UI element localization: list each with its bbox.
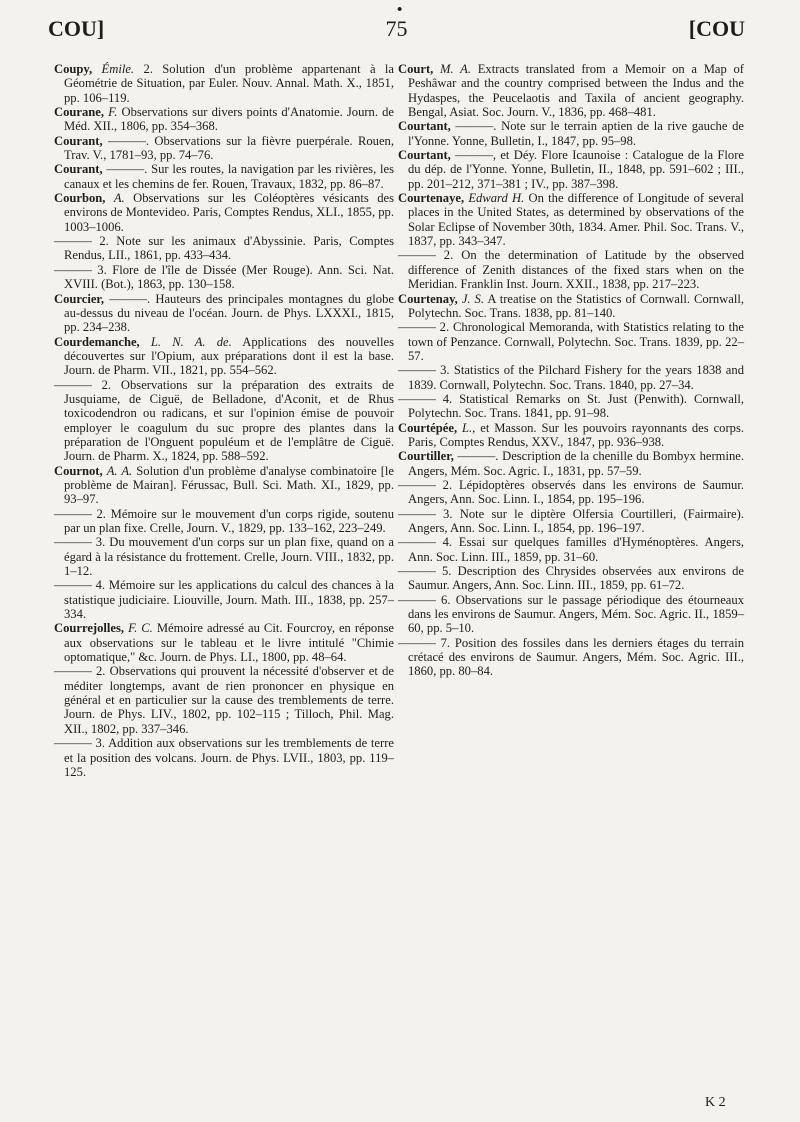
bibliography-entry [398,564,744,593]
bibliography-entry [54,234,394,263]
signature-mark: K 2 [705,1095,726,1110]
bibliography-entry [54,292,394,335]
header-right: [COU [688,16,745,41]
bibliography-entry [398,248,744,291]
entry-text: ——— 4. Essai sur quelques familles d'Hyménoptères. Angers, Ann. Soc. Linn. III., 1859, pp. 31–60. [398,535,744,564]
bibliography-entry [398,392,744,421]
entry-text: ——— 2. Note sur les animaux d'Abyssinie. Paris, Comptes Rendus, LII., 1861, pp. 433–434. [54,234,394,263]
entry-text: ———. Description de la chenille du Bombyx hermine. Angers, Mém. Soc. Agric. I., 1831, pp. 57–59. [408,449,744,478]
entry-text: ——— 2. Observations qui prouvent la nécessité d'observer et de méditer longtemps, avant de rien prononcer en physique en général et en particulier sur la cause des tremblements de terre. Journ. de Phys. LIV., 1802, pp. 102–115 ; Tilloch, Phil. Mag. XII., 1802, pp. 337–346. [54,664,394,736]
running-header [48,16,745,46]
entry-text: ——— 5. Description des Chrysides observées aux environs de Saumur. Angers, Ann. Soc. Linn. III., 1859, pp. 61–72. [398,564,744,593]
entry-text: ——— 2. Lépidoptères observés dans les environs de Saumur. Angers, Ann. Soc. Linn. I., 1854, pp. 195–196. [398,477,744,507]
entry-author: Courbon, [54,191,106,206]
bibliography-entry [398,449,744,478]
entry-author: Courane, [54,105,105,120]
entry-author: Courrejolles, [54,621,125,636]
entry-text: Observations sur les Coléoptères vésicants des environs de Montevideo. Paris, Comptes Rendus, XLI., 1855, pp. 1003–1006. [64,191,395,234]
entry-text: ———. Note sur le terrain aptien de la rive gauche de l'Yonne. Yonne, Bulletin, I., 1847, pp. 95–98. [408,119,744,148]
entry-text: ——— 3. Note sur le diptère Olfersia Courtilleri, (Fairmaire). Angers, Ann. Soc. Linn. I., 1854, pp. 196–197. [398,506,744,535]
entry-text: ——— 3. Flore de l'île de Dissée (Mer Rouge). Ann. Sci. Nat. XVIII. (Bot.), 1863, pp. 130–158. [54,262,394,292]
entry-text: ———, et Déy. Flore Icaunoise : Catalogue de la Flore du dép. de l'Yonne. Yonne, Bulletin, II., 1848, pp. 591–602 ; III., pp. 201–212, 371–381 ; IV., pp. 387–398. [408,148,744,191]
bibliography-entry [398,292,744,321]
entry-given-name: A. A. [106,463,133,478]
bibliography-entry [54,105,394,134]
bibliography-entry [54,621,394,664]
bibliography-entry [398,148,744,191]
entry-author: Courtiller, [398,449,454,464]
bibliography-entry [54,162,394,191]
entry-given-name: L., [462,420,476,435]
entry-text: ——— 4. Statistical Remarks on St. Just (Penwith). Cornwall, Polytechn. Soc. Trans. 1841, pp. 91–98. [398,391,744,421]
entry-author: Courdemanche, [54,334,140,349]
entry-text: ———. Sur les routes, la navigation par les rivières, les canaux et les chemins de fer. Rouen, Travaux, 1832, pp. 86–87. [64,162,394,191]
bibliography-entry [54,378,394,464]
entry-author: Court, [398,62,434,76]
bibliography-entry [54,507,394,536]
entry-author: Courant, [54,162,103,177]
entry-text: ——— 4. Mémoire sur les applications du calcul des chances à la statistique judiciaire. Liouville, Journ. Math. III., 1838, pp. 257–334. [54,578,394,622]
bibliography-entry [398,535,744,564]
entry-text: On the difference of Longitude of several places in the United States, as determined by observations of the Solar Eclipse of November 30th, 1834. Amer. Phil. Soc. Trans. V., 1837, pp. 343–347. [408,191,744,249]
entry-text: Applications des nouvelles découvertes sur l'Opium, aux préparations dont il est la base. Journ. de Pharm. VII., 1821, pp. 554–562. [64,334,394,378]
bibliography-entry [398,119,744,148]
entry-text: ——— 3. Addition aux observations sur les tremblements de terre et la position des volcans. Journ. de Phys. LVII., 1803, pp. 119–125. [54,736,394,779]
entry-text: ——— 3. Statistics of the Pilchard Fishery for the years 1838 and 1839. Cornwall, Polytechn. Soc. Trans. 1840, pp. 27–34. [398,363,744,392]
bibliography-entry [398,593,744,636]
entry-given-name: J. S. [461,291,485,306]
bibliography-entry [398,507,744,536]
bibliography-entry [54,736,394,779]
entry-given-name: F. C. [128,621,153,636]
bibliography-entry [398,62,744,119]
entry-author: Coupy, [54,62,93,76]
entry-author: Courtépée, [398,420,458,435]
bibliography-entry [54,578,394,621]
bibliography-entry [398,363,744,392]
entry-text: ——— 2. Mémoire sur le mouvement d'un corps rigide, soutenu par un plan fixe. Crelle, Journ. V., 1829, pp. 133–162, 223–249. [54,506,394,535]
bibliography-entry [54,62,394,105]
entry-text: et Masson. Sur les pouvoirs rayonnants des corps. Paris, Comptes Rendus, XXV., 1847, pp. 936–938. [408,420,744,449]
bibliography-entry [398,421,744,450]
entry-author: Courtant, [398,148,451,163]
entry-text: ——— 2. On the determination of Latitude by the observed difference of Zenith distances of the fixed stars when on the Meridian. Franklin Inst. Journ. XXII., 1838, pp. 217–223. [398,248,744,292]
entry-given-name: Edward H. [468,191,525,206]
entry-author: Courtenaye, [398,191,465,206]
entry-given-name: L. N. A. de. [150,334,232,349]
entry-author: Courtant, [398,119,451,134]
entry-text: 2. Solution d'un problème appartenant à la Géométrie de Situation, par Euler. Nouv. Annal. Math. X., 1851, pp. 106–119. [64,62,394,105]
entry-author: Courtenay, [398,291,458,306]
entry-text: ——— 3. Du mouvement d'un corps sur un plan fixe, quand on a égard à la résistance du frottement. Crelle, Journ. VIII., 1832, pp. 1–12. [54,535,394,579]
entry-given-name: M. A. [440,62,472,76]
bibliography-entry [54,263,394,292]
entry-text: ——— 7. Position des fossiles dans les derniers étages du terrain crétacé des environs de Saumur. Angers, Mém. Soc. Agric. III., 1860, pp. 80–84. [398,635,744,679]
bibliography-entry [54,335,394,378]
bibliography-entry [54,134,394,163]
ink-dot: • [397,2,403,18]
entry-text: ——— 6. Observations sur le passage périodique des étourneaux dans les environs de Saumur. Angers, Mém. Soc. Agric. II., 1859–60, pp. 5–10. [398,592,744,636]
entry-text: Extracts translated from a Memoir on a Map of Peshâwar and the country comprised between the Indus and the Hydaspes, the Peucelaotis and Taxila of ancient geography. Bengal, Asiat. Soc. Journ. V., 1836, pp. 468–481. [408,62,745,120]
entry-given-name: F. [108,105,118,120]
bibliography-entry [398,478,744,507]
bibliography-entry [398,320,744,363]
entry-text: Solution d'un problème d'analyse combinatoire [le problème de Mairan]. Férussac, Bull. Sci. Math. XI., 1829, pp. 93–97. [64,463,394,507]
entry-given-name: A. [113,191,125,206]
entry-text: ——— 2. Observations sur la préparation des extraits de Jusquiame, de Ciguë, de Belladone, d'Aconit, et de Rhus toxicodendron ou radicans, et sur l'opinion émise de pouvoir employer le coagulum du suc propre des plantes dans la préparation de l'Onguent populéum et de l'emplâtre de Ciguë. Journ. de Pharm. X., 1824, pp. 588–592. [54,377,394,464]
entry-text: Observations sur divers points d'Anatomie. Journ. de Méd. XII., 1806, pp. 354–368. [64,105,395,134]
bibliography-entry [398,191,744,248]
bibliography-entry [54,464,394,507]
entry-author: Cournot, [54,463,103,478]
header-left: COU] [48,16,105,41]
entry-text: Mémoire adressé au Cit. Fourcroy, en réponse aux observations sur le tableau et le livre intitulé "Chimie optomatique," &c. Journ. de Phys. LI., 1800, pp. 48–64. [64,621,394,665]
bibliography-entry [398,636,744,679]
entry-author: Courcier, [54,291,105,306]
entry-text: ——— 2. Chronological Memoranda, with Statistics relating to the town of Penzance. Cornwall, Polytechn. Soc. Trans. 1839, pp. 22–57. [398,320,744,363]
entry-text: ———. Observations sur la fièvre puerpérale. Rouen, Trav. V., 1781–93, pp. 74–76. [64,133,394,163]
left-column [54,62,394,779]
right-column [398,62,744,679]
entry-author: Courant, [54,133,103,148]
entry-text: A treatise on the Statistics of Cornwall. Cornwall, Polytechn. Soc. Trans. 1838, pp. 81–140. [408,291,744,320]
entry-text: ———. Hauteurs des principales montagnes du globe au-dessus du niveau de l'océan. Journ. de Phys. LXXXI., 1815, pp. 234–238. [64,291,394,335]
bibliography-entry [54,191,394,234]
bibliography-entry [54,535,394,578]
entry-given-name: Émile. [101,62,135,76]
page-number: 75 [385,16,408,41]
bibliography-entry [54,664,394,736]
